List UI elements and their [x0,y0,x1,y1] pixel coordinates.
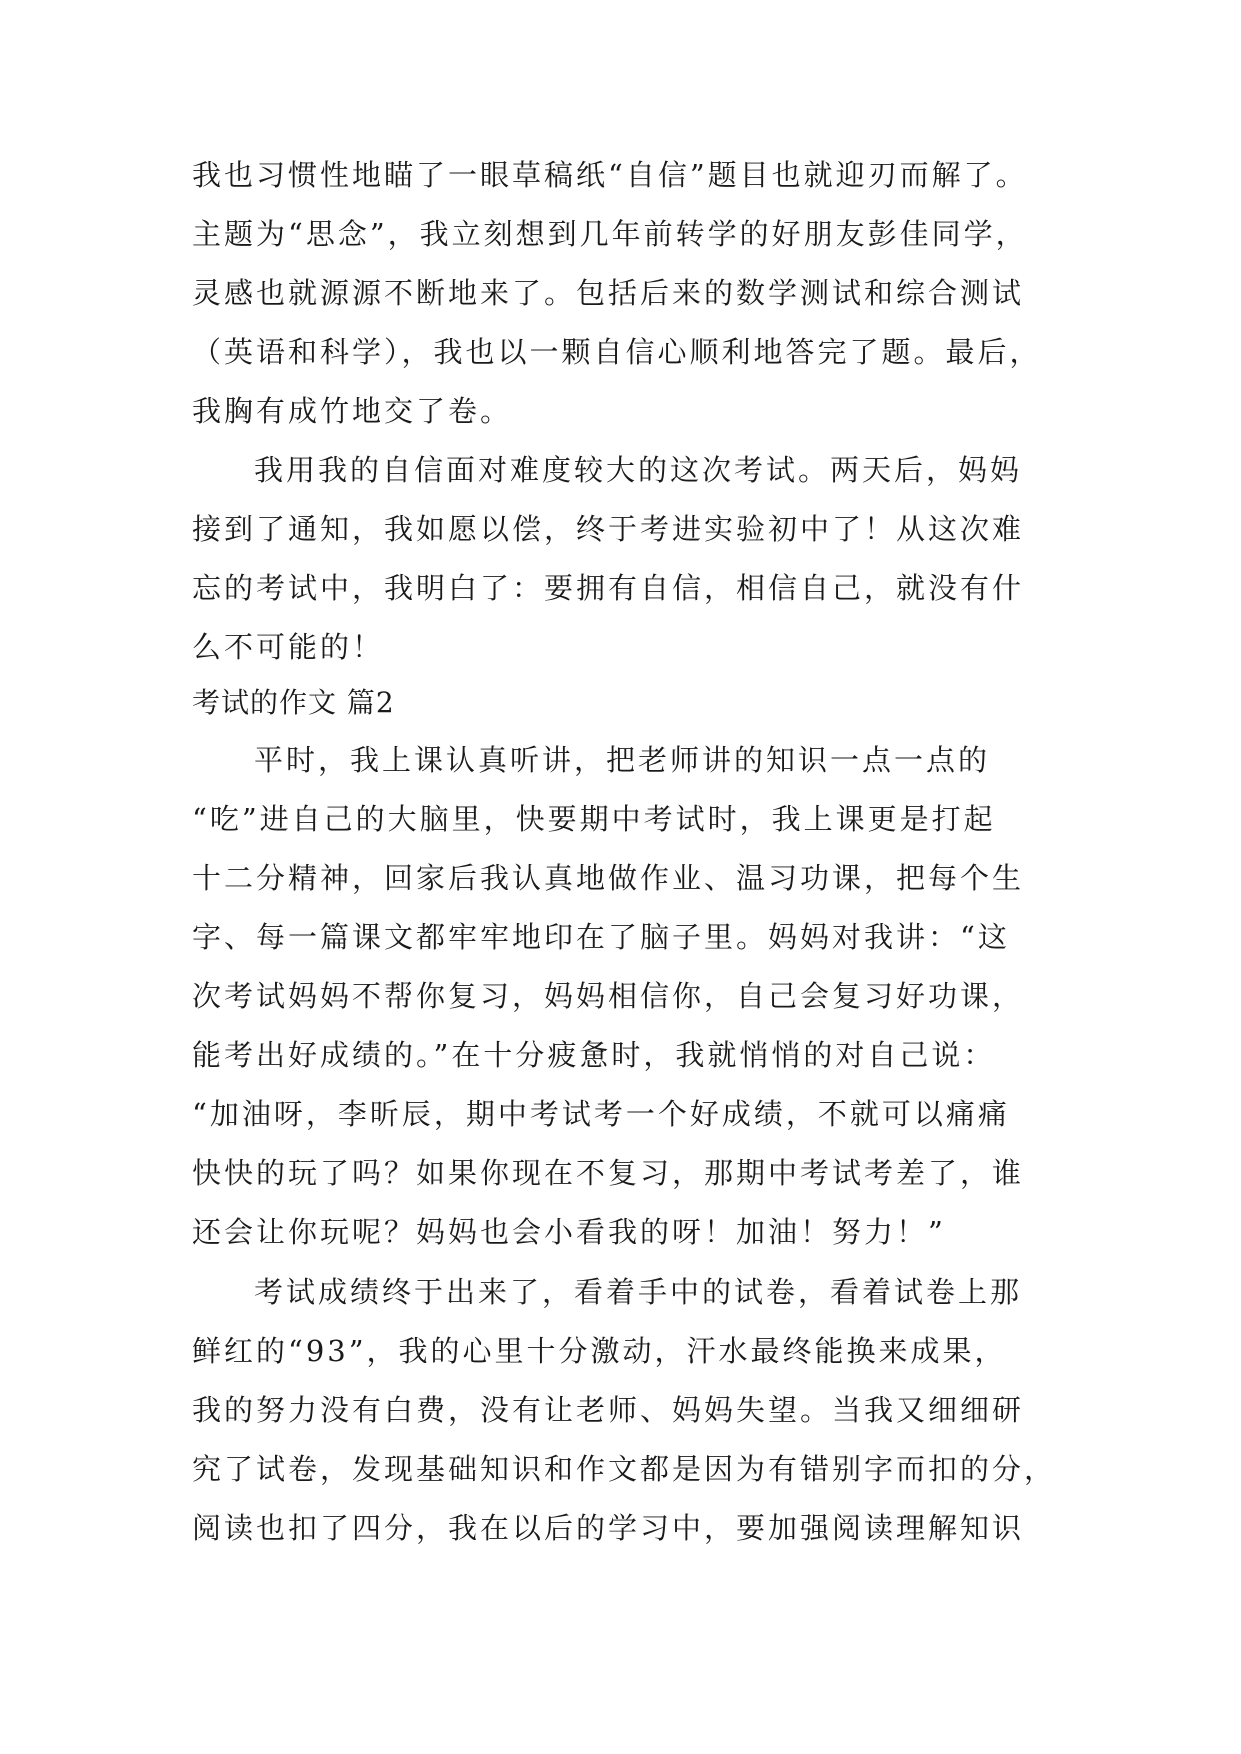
paragraph-line: “加油呀，李昕辰，期中考试考一个好成绩，不就可以痛痛 [192,1097,1010,1131]
paragraph-line: 究了试卷，发现基础知识和作文都是因为有错别字而扣的分， [192,1452,1057,1486]
paragraph-line: 我胸有成竹地交了卷。 [192,394,513,428]
paragraph-line: 考试成绩终于出来了，看着手中的试卷，看着试卷上那 [254,1275,1023,1309]
paragraph-line: 主题为“思念”，我立刻想到几年前转学的好朋友彭佳同学， [192,217,1028,251]
paragraph-line: 十二分精神，回家后我认真地做作业、温习功课，把每个生 [192,861,1025,895]
paragraph-line: “吃”进自己的大脑里，快要期中考试时，我上课更是打起 [192,802,996,836]
paragraph-line: 能考出好成绩的。”在十分疲惫时，我就悄悄的对自己说： [192,1038,996,1072]
paragraph-line: 我用我的自信面对难度较大的这次考试。两天后，妈妈 [254,453,1023,487]
paragraph-line: 灵感也就源源不断地来了。包括后来的数学测试和综合测试 [192,276,1025,310]
paragraph-line: 我也习惯性地瞄了一眼草稿纸“自信”题目也就迎刃而解了。 [192,158,1028,192]
paragraph-line: 接到了通知，我如愿以偿，终于考进实验初中了！从这次难 [192,512,1025,546]
paragraph-line: 我的努力没有白费，没有让老师、妈妈失望。当我又细细研 [192,1393,1025,1427]
paragraph-line: 鲜红的“93”，我的心里十分激动，汗水最终能换来成果， [192,1334,1007,1368]
paragraph-line: 还会让你玩呢？妈妈也会小看我的呀！加油！努力！” [192,1215,946,1249]
paragraph-line: （英语和科学），我也以一颗自信心顺利地答完了题。最后， [192,335,1042,369]
paragraph-line: 次考试妈妈不帮你复习，妈妈相信你，自己会复习好功课， [192,979,1025,1013]
section-heading: 考试的作文 篇2 [192,686,395,719]
paragraph-line: 忘的考试中，我明白了：要拥有自信，相信自己，就没有什 [192,571,1025,605]
paragraph-line: 快快的玩了吗？如果你现在不复习，那期中考试考差了，谁 [192,1156,1025,1190]
paragraph-line: 字、每一篇课文都牢牢地印在了脑子里。妈妈对我讲：“这 [192,920,1010,954]
paragraph-line: 么不可能的！ [192,630,385,664]
paragraph-line: 平时，我上课认真听讲，把老师讲的知识一点一点的 [254,743,991,777]
paragraph-line: 阅读也扣了四分，我在以后的学习中，要加强阅读理解知识 [192,1511,1025,1545]
